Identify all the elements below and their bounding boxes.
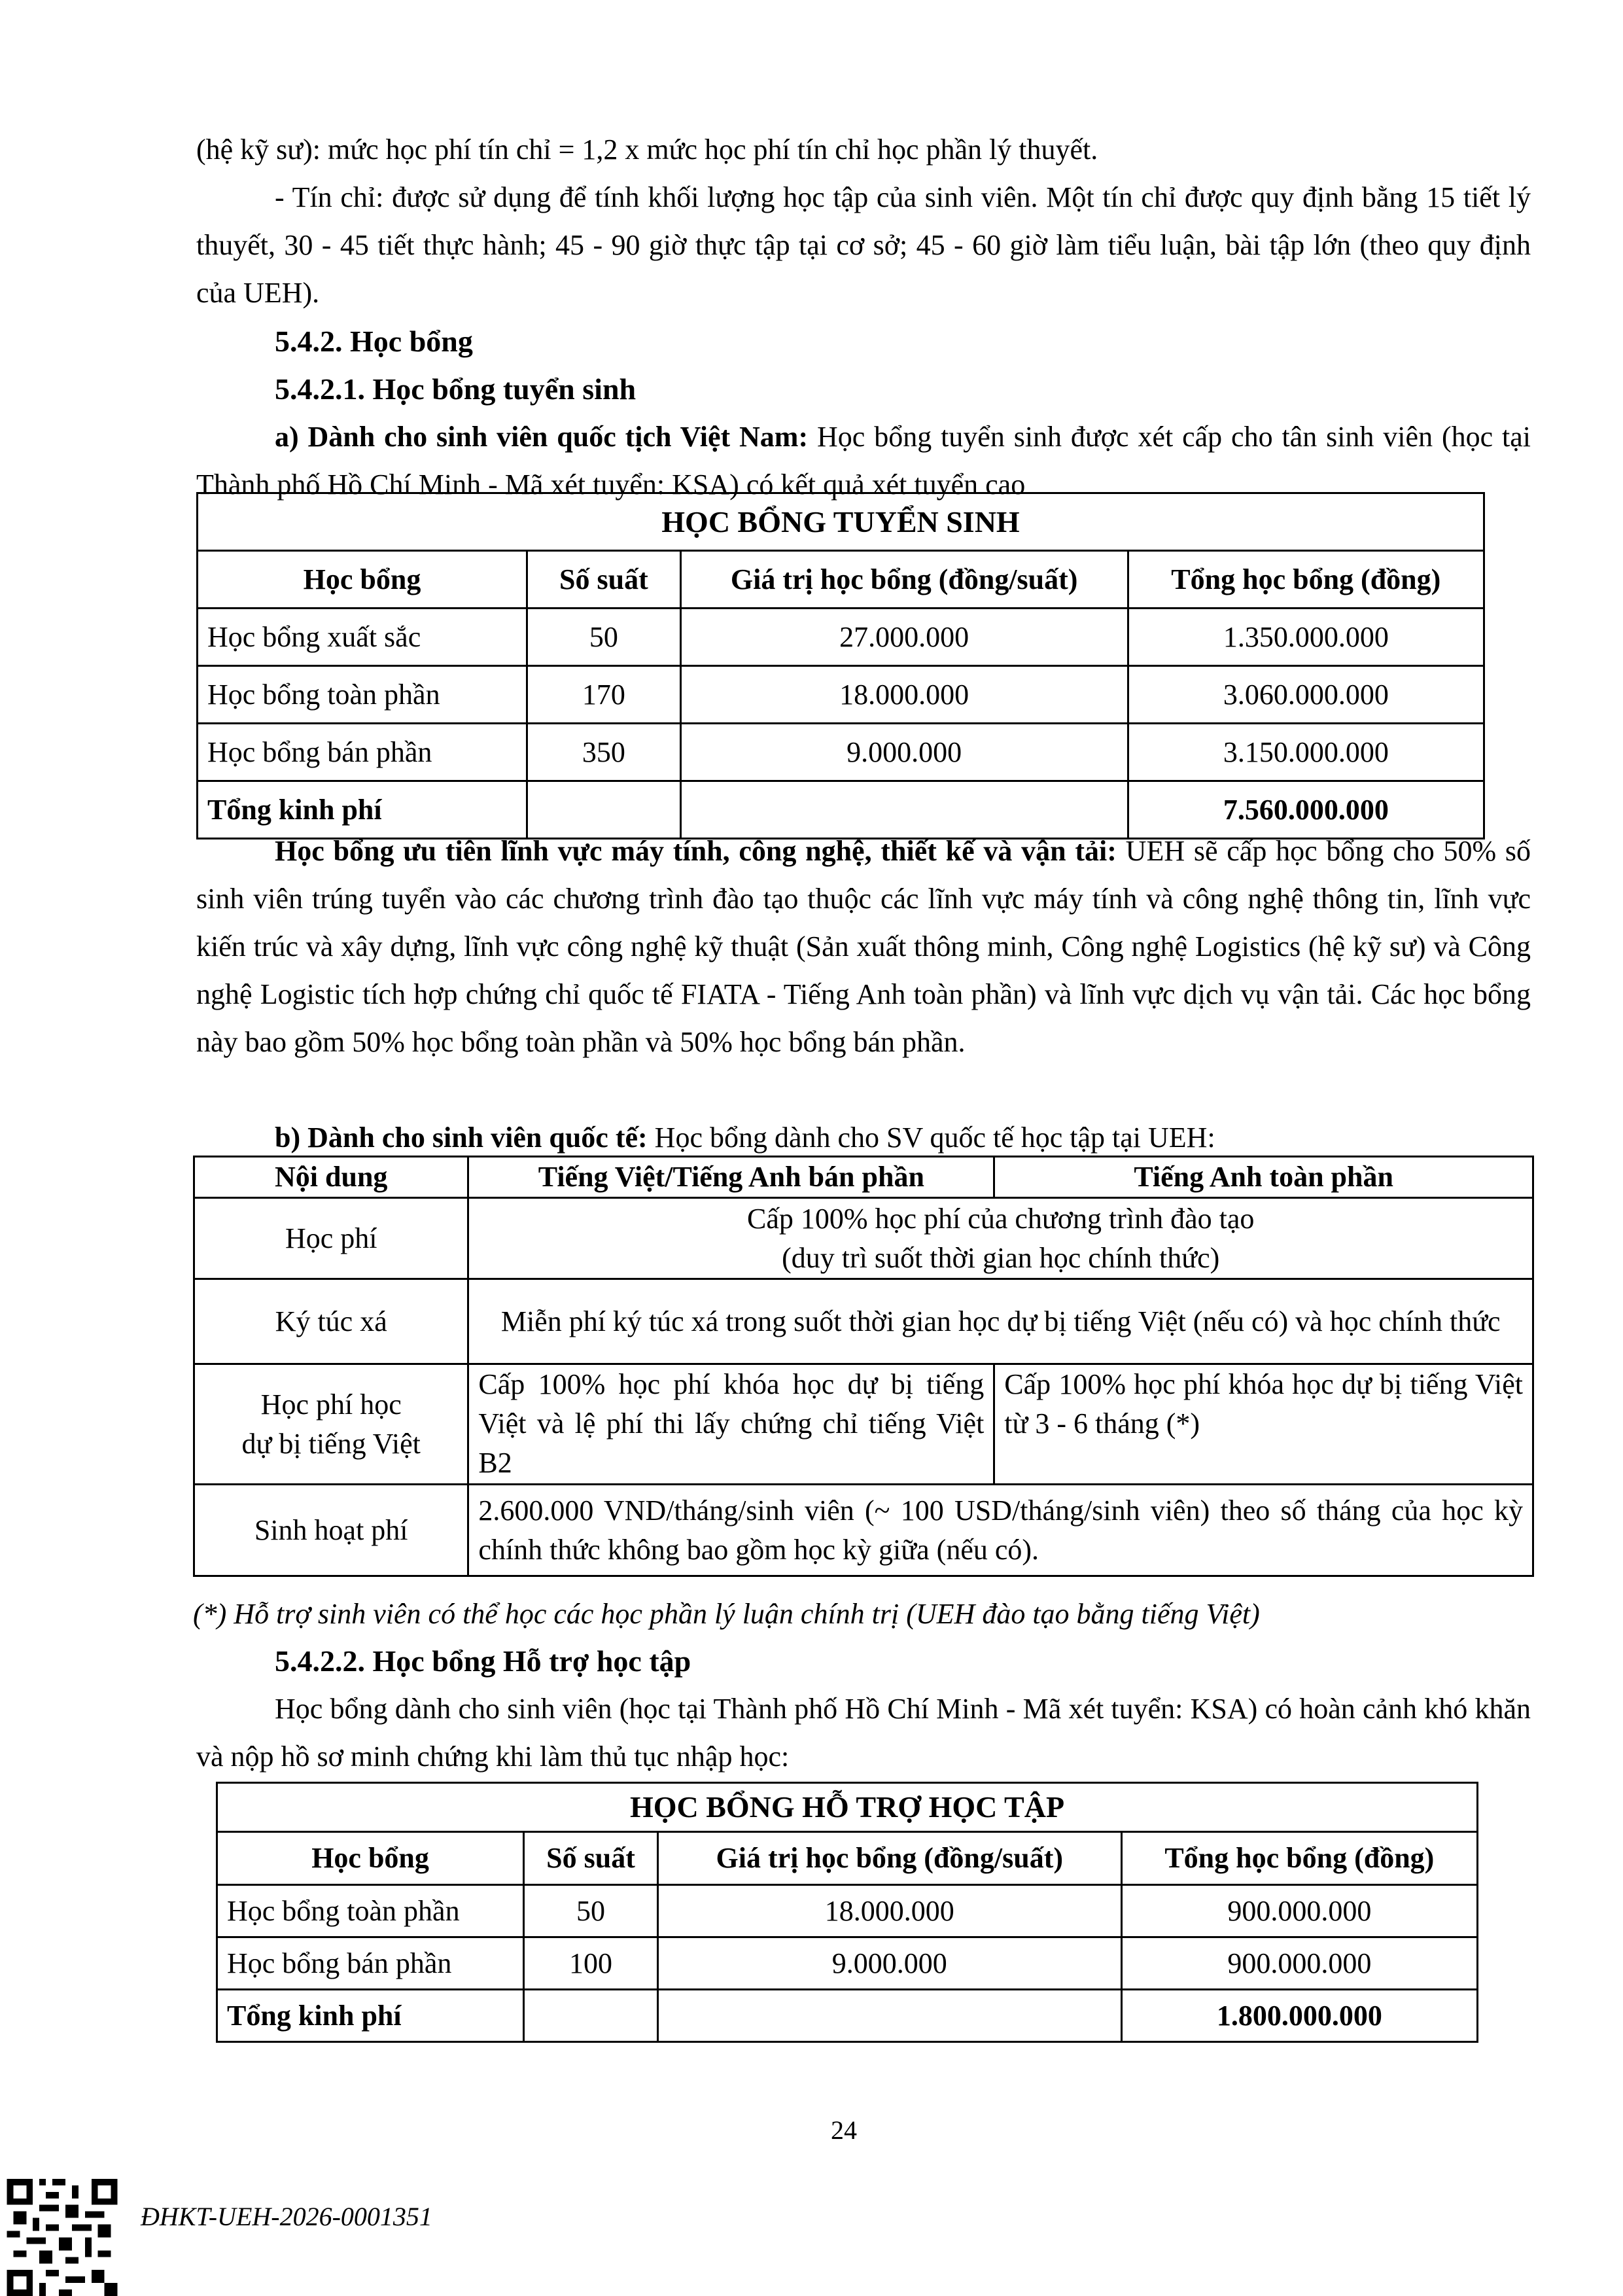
footnote: (*) Hỗ trợ sinh viên có thể học các học phần lý luận chính trị (UEH đào tạo bằng tiếng Việt) [193,1598,1260,1630]
total-value: 1.800.000.000 [1121,1990,1477,2042]
cell-value: 18.000.000 [680,666,1128,724]
cell-type: Học bổng toàn phần [198,666,527,724]
column-header: Giá trị học bổng (đồng/suất) [680,551,1128,609]
table-caption: HỌC BỔNG TUYỂN SINH [198,493,1484,551]
column-header: Tiếng Việt/Tiếng Anh bán phần [468,1157,994,1198]
cell-value: 27.000.000 [680,609,1128,666]
priority-text: UEH sẽ cấp học bổng cho 50% số sinh viên trúng tuyển vào các chương trình đào tạo thuộc các lĩnh vực máy tính và công nghệ thông tin, lĩnh vực kiến trúc và xây dựng, lĩnh vực công nghệ kỹ thuật (Sản xuất thông minh, Công nghệ Logistics (hệ kỹ sư) và Công nghệ Logistic tích hợp chứng chỉ quốc tế FIATA - Tiếng Anh toàn phần) và lĩnh vực dịch vụ vận tải. Các học bổng này bao gồm 50% học bổng toàn phần và 50% học bổng bán phần. [196,835,1531,1058]
table-row [198,724,1484,781]
cell-type: Học bổng xuất sắc [198,609,527,666]
column-header: Số suất [527,551,681,609]
cell-value: 9.000.000 [680,724,1128,781]
row-label: Sinh hoạt phí [194,1485,468,1576]
column-header: Nội dung [194,1157,468,1198]
row-label [194,1364,468,1485]
table-row-prep [194,1364,1533,1485]
tuition-line: (duy trì suốt thời gian học chính thức) [782,1241,1220,1274]
section-b-paragraph [196,1114,1531,1161]
cell-total: 900.000.000 [1121,1885,1477,1937]
cell-total: 3.060.000.000 [1128,666,1484,724]
row-label: Học phí [194,1198,468,1279]
prep-partial-cell: Cấp 100% học phí khóa học dự bị tiếng Việt và lệ phí thi lấy chứng chỉ tiếng Việt B2 [468,1364,994,1485]
cell-count: 100 [524,1937,658,1990]
credit-paragraph: - Tín chỉ: được sử dụng để tính khối lượng học tập của sinh viên. Một tín chỉ được quy định bằng 15 tiết lý thuyết, 30 - 45 tiết thực hành; 45 - 90 giờ thực tập tại cơ sở; 45 - 60 giờ làm tiểu luận, bài tập lớn (theo quy định của UEH). [196,181,1531,309]
total-value: 7.560.000.000 [1128,781,1484,839]
table-row [217,1937,1478,1990]
cell-total: 900.000.000 [1121,1937,1477,1990]
section-a-label: a) Dành cho sinh viên quốc tịch Việt Nam: [275,421,809,453]
cell-value: 18.000.000 [657,1885,1121,1937]
column-header: Giá trị học bổng (đồng/suất) [657,1832,1121,1885]
dorm-cell: Miễn phí ký túc xá trong suốt thời gian học dự bị tiếng Việt (nếu có) và học chính thức [468,1279,1533,1364]
prep-full-cell: Cấp 100% học phí khóa học dự bị tiếng Việt từ 3 - 6 tháng (*) [994,1364,1533,1485]
table-row-living [194,1485,1533,1576]
page-number: 24 [831,2115,857,2145]
support-paragraph: Học bổng dành cho sinh viên (học tại Thành phố Hồ Chí Minh - Mã xét tuyển: KSA) có hoàn cảnh khó khăn và nộp hồ sơ minh chứng khi làm thủ tục nhập học: [196,1693,1531,1773]
table-row [198,666,1484,724]
support-scholarship-table [216,1782,1478,2043]
total-row [217,1990,1478,2042]
table-caption: HỌC BỔNG HỖ TRỢ HỌC TẬP [217,1783,1478,1832]
living-cell: 2.600.000 VND/tháng/sinh viên (~ 100 USD/tháng/sinh viên) theo số tháng của học kỳ chính thức không bao gồm học kỳ giữa (nếu có). [468,1485,1533,1576]
column-header: Học bổng [217,1832,524,1885]
priority-label: Học bổng ưu tiên lĩnh vực máy tính, công nghệ, thiết kế và vận tải: [275,835,1117,867]
column-header: Số suất [524,1832,658,1885]
section-a-text: Học bổng tuyển sinh được xét cấp cho tân sinh viên (học tại Thành phố Hồ Chí Minh - Mã xét tuyển: KSA) có kết quả xét tuyển cao [196,421,1531,501]
column-header: Tổng học bổng (đồng) [1128,551,1484,609]
table-row-tuition [194,1198,1533,1279]
document-code: ĐHKT-UEH-2026-0001351 [141,2202,432,2231]
section-b-text: Học bổng dành cho SV quốc tế học tập tại UEH: [647,1122,1215,1154]
cell-count: 170 [527,666,681,724]
heading-support-scholarship: 5.4.2.2. Học bổng Hỗ trợ học tập [275,1644,691,1678]
table-row [198,609,1484,666]
cell-count: 50 [524,1885,658,1937]
cell-type: Học bổng bán phần [198,724,527,781]
column-header: Học bổng [198,551,527,609]
table-row-dorm [194,1279,1533,1364]
total-label: Tổng kinh phí [217,1990,524,2042]
admission-scholarship-table [196,492,1485,839]
section-b-label: b) Dành cho sinh viên quốc tế: [275,1122,648,1154]
heading-admission-scholarship: 5.4.2.1. Học bổng tuyển sinh [275,372,637,406]
row-label-line: Học phí học [260,1388,402,1421]
row-label: Ký túc xá [194,1279,468,1364]
tuition-cell [468,1198,1533,1279]
intro-line: (hệ kỹ sư): mức học phí tín chỉ = 1,2 x mức học phí tín chỉ học phần lý thuyết. [196,133,1098,166]
cell-value: 9.000.000 [657,1937,1121,1990]
cell-type: Học bổng toàn phần [217,1885,524,1937]
international-scholarship-table [193,1156,1534,1577]
cell-total: 3.150.000.000 [1128,724,1484,781]
cell-count: 350 [527,724,681,781]
column-header: Tiếng Anh toàn phần [994,1157,1533,1198]
cell-type: Học bổng bán phần [217,1937,524,1990]
tuition-line: Cấp 100% học phí của chương trình đào tạo [747,1202,1255,1235]
cell-count: 50 [527,609,681,666]
priority-paragraph [196,827,1531,1066]
total-label: Tổng kinh phí [198,781,527,839]
table-row [217,1885,1478,1937]
row-label-line: dự bị tiếng Việt [241,1427,421,1460]
cell-total: 1.350.000.000 [1128,609,1484,666]
column-header: Tổng học bổng (đồng) [1121,1832,1477,1885]
qr-code-icon [7,2172,118,2296]
heading-scholarship: 5.4.2. Học bổng [275,325,473,358]
